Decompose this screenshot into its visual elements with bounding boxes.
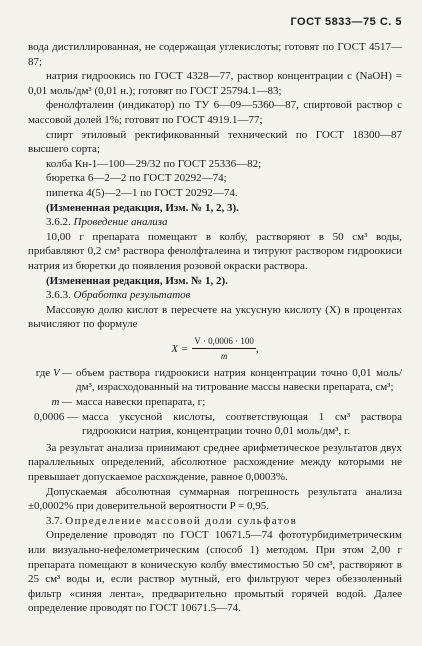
revision-note-2: (Измененная редакция, Изм. № 1, 2). bbox=[46, 274, 228, 287]
formula-fraction bbox=[192, 334, 256, 364]
formula-numerator: V · 0,0006 · 100 bbox=[192, 334, 256, 350]
formula bbox=[28, 332, 402, 366]
section-title: Проведение анализа bbox=[73, 216, 168, 229]
section-heading-3-6-2 bbox=[28, 215, 402, 230]
page-body bbox=[28, 40, 402, 616]
result-paragraph: За результат анализа принимают среднее арифметическое результатов двух параллельных определений, абсолютное расхождение между которыми не превышает допускаемое расхождение, равное 0,0003%. bbox=[28, 441, 402, 484]
revision-note-1: (Измененная редакция, Изм. № 1, 2, 3). bbox=[46, 201, 239, 214]
formula-denominator: m bbox=[220, 351, 228, 362]
section-title: Определение массовой доли сульфатов bbox=[65, 514, 298, 527]
reagent-phenolphthalein: фенолфталеин (индикатор) по ТУ 6—09—5360—87, спиртовой раствор с массовой долей 1%; готовят по ГОСТ 4919.1—77; bbox=[28, 99, 402, 126]
reagent-water: вода дистиллированная, не содержащая углекислоты; готовят по ГОСТ 4517—87; bbox=[28, 41, 402, 68]
page-header: ГОСТ 5833—75 С. 5 bbox=[290, 16, 402, 28]
equipment-burette: бюретка 6—2—2 по ГОСТ 20292—74; bbox=[46, 172, 227, 185]
definition-text: объем раствора гидроокиси натрия концентрации точно 0,01 моль/дм³, израсходованный на титрование массы навески препарата, см³; bbox=[76, 366, 402, 394]
section-heading-3-7 bbox=[28, 514, 402, 529]
definition-v bbox=[28, 366, 402, 395]
definition-symbol: V — bbox=[52, 366, 72, 379]
section-number: 3.6.2. bbox=[46, 216, 71, 229]
definition-symbol: 0,0006 — bbox=[34, 410, 78, 423]
where-word: где bbox=[35, 366, 51, 379]
formula-end: , bbox=[255, 342, 259, 355]
section-heading-3-6-3 bbox=[28, 288, 402, 303]
procedure-paragraph: 10,00 г препарата помещают в колбу, растворяют в 50 см³ воды, прибавляют 0,2 см³ раствора фенолфталеина и титруют раствором гидроокиси натрия из бюретки до появления розовой окраски раствора. bbox=[28, 230, 402, 272]
formula-intro: Массовую долю кислот в пересчете на уксусную кислоту (X) в процентах вычисляют по формуле bbox=[28, 303, 402, 331]
section-title: Обработка результатов bbox=[73, 289, 191, 302]
reagent-ethanol: спирт этиловый ректификованный технический по ГОСТ 18300—87 высшего сорта; bbox=[28, 128, 402, 156]
definition-text: масса навески препарата, г; bbox=[76, 396, 206, 409]
definition-where bbox=[28, 366, 76, 395]
formula-lhs: X = bbox=[171, 342, 189, 355]
equipment-pipette: пипетка 4(5)—2—1 по ГОСТ 20292—74. bbox=[46, 186, 238, 199]
definition-text: масса уксусной кислоты, соответствующая 1 см³ раствора гидроокиси натрия, концентрации точно 0,01 моль/дм³, г. bbox=[82, 410, 402, 438]
section-number: 3.6.3. bbox=[46, 289, 71, 302]
reagent-naoh: натрия гидроокись по ГОСТ 4328—77, раствор концентрации с (NaOH) = 0,01 моль/дм³ (0,01 н.); готовят по ГОСТ 25794.1—83; bbox=[28, 70, 402, 97]
equipment-flask: колба Кн-1—100—29/32 по ГОСТ 25336—82; bbox=[46, 157, 262, 170]
error-paragraph: Допускаемая абсолютная суммарная погрешность результата анализа ±0,0002% при доверительной вероятности P = 0,95. bbox=[28, 485, 402, 513]
definition-constant bbox=[28, 410, 402, 439]
definition-m bbox=[28, 395, 402, 410]
section-number: 3.7. bbox=[46, 514, 63, 527]
sulfate-paragraph: Определение проводят по ГОСТ 10671.5—74 фототурбидиметрическим или визуально-нефелометрическим (способ 1) методом. При этом 2,00 г препарата помещают в коническую колбу вместимостью 50 см³, растворяют в 25 см³ воды и, если раствор мутный, его фильтруют через обеззоленный фильтр «синяя лента», предварительно промытый горячей водой. Далее определение проводят по ГОСТ 10671.5—74. bbox=[28, 529, 402, 615]
definition-symbol: m — bbox=[51, 396, 72, 409]
